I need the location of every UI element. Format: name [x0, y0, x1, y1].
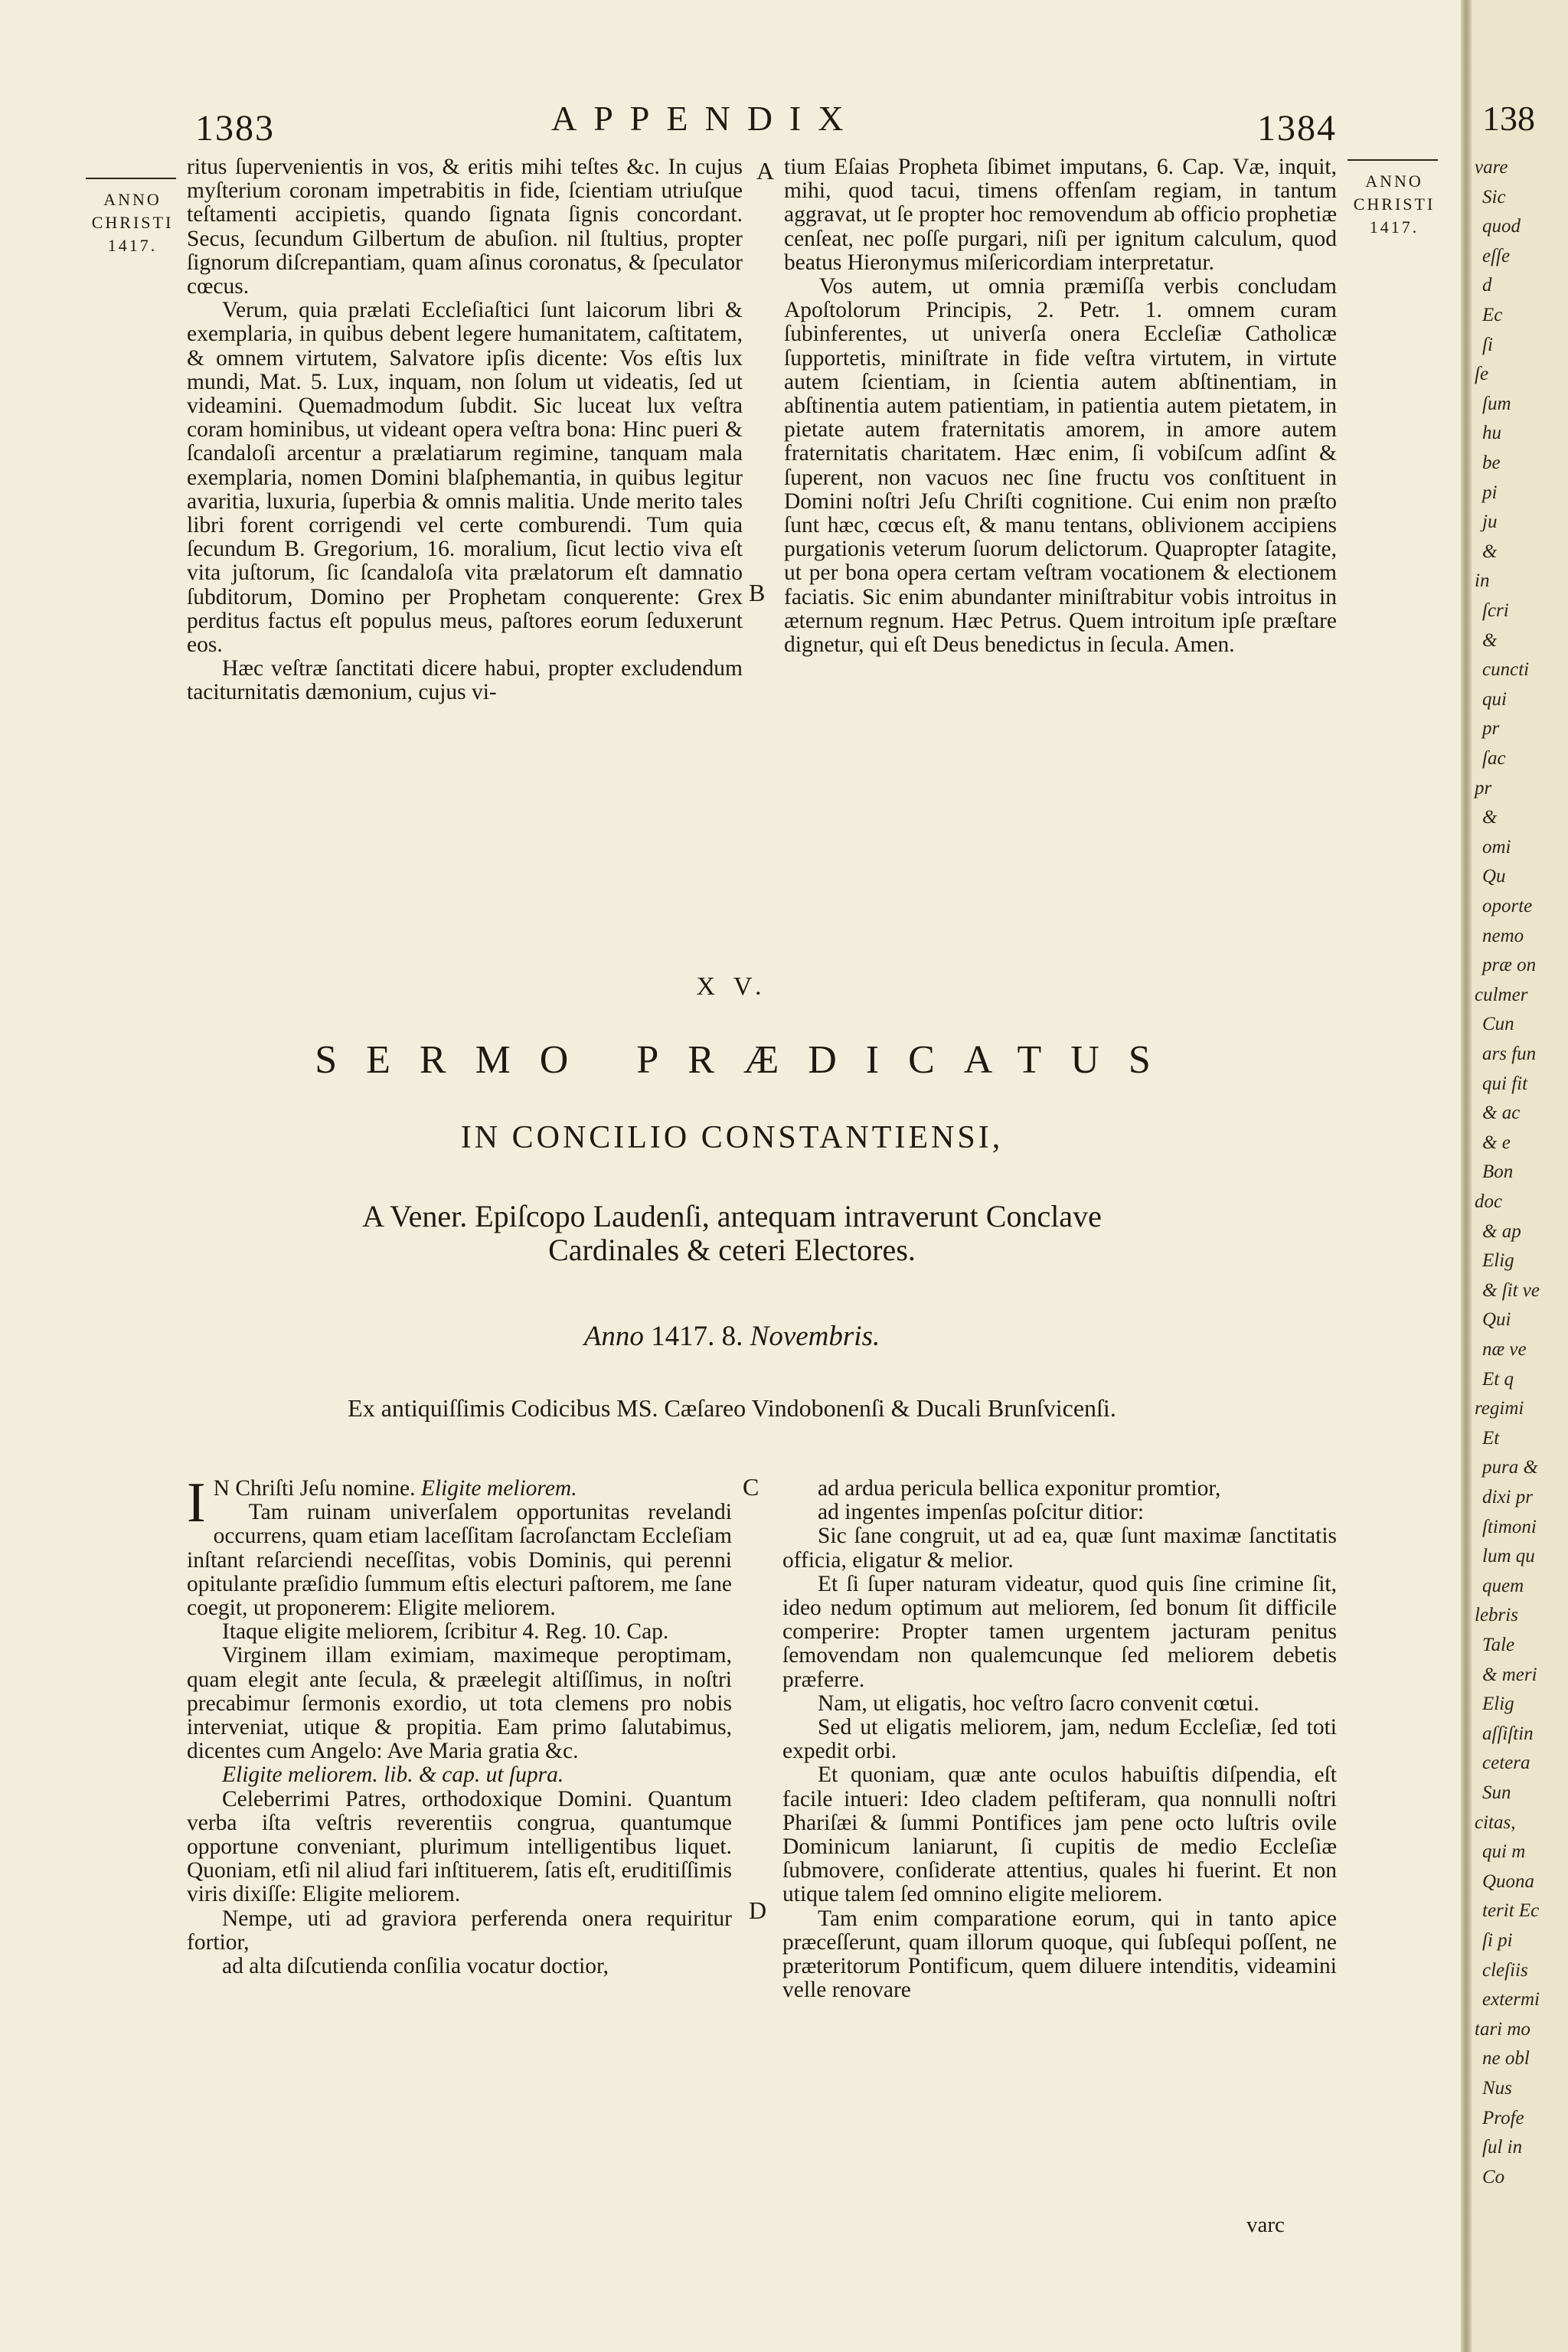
- next-page-line: qui m: [1482, 1841, 1526, 1862]
- next-page-line: Quona: [1482, 1871, 1535, 1892]
- page-number-left: 1383: [195, 108, 275, 149]
- marker-c: C: [743, 1473, 760, 1501]
- section-number: X V.: [696, 972, 768, 1001]
- side-note-right-line: CHRISTI: [1353, 194, 1436, 214]
- next-page-line: lebris: [1475, 1605, 1518, 1625]
- next-page-line: pura &: [1482, 1457, 1538, 1478]
- side-note-right-line: ANNO: [1365, 172, 1423, 191]
- next-page-line: præ on: [1482, 955, 1537, 975]
- next-page-line: ſi pi: [1482, 1930, 1513, 1951]
- next-page-line: nemo: [1482, 926, 1524, 946]
- next-page-line: pr: [1482, 718, 1500, 739]
- next-page-line: Bon: [1482, 1161, 1514, 1182]
- next-page-line: dixi pr: [1482, 1487, 1533, 1508]
- next-page-line: culmer: [1475, 985, 1528, 1005]
- next-page-line: vare: [1475, 157, 1508, 178]
- next-page-line: & ac: [1482, 1102, 1521, 1123]
- next-page-line: regimi: [1475, 1398, 1524, 1419]
- next-page-line: Elig: [1482, 1694, 1514, 1714]
- next-page-line: Et q: [1482, 1369, 1514, 1390]
- next-page-line: ſcri: [1482, 600, 1509, 621]
- next-page-line: &: [1482, 630, 1498, 651]
- next-page-line: &: [1482, 541, 1498, 562]
- next-page-line: eſſe: [1482, 246, 1511, 266]
- next-page-line: cleſiis: [1482, 1960, 1528, 1981]
- next-page-line: ne obl: [1482, 2048, 1530, 2069]
- next-page-line: & meri: [1482, 1664, 1537, 1685]
- next-page-line: qui: [1482, 689, 1507, 710]
- next-page-line: Ec: [1482, 305, 1503, 325]
- next-page-line: quem: [1482, 1576, 1524, 1596]
- next-page-line: extermi: [1482, 1989, 1540, 2010]
- next-page-line: Sic: [1482, 187, 1506, 207]
- paragraph: Nam, ut eligatis, hoc veſtro ſacro convenit cœtui.: [818, 1690, 1259, 1716]
- council-line: IN CONCILIO CONSTANTIENSI,: [460, 1120, 1004, 1155]
- preacher-line-2: Cardinales & ceteri Electores.: [548, 1233, 916, 1267]
- next-page-line: Co: [1482, 2167, 1505, 2187]
- paragraph: Vos autem, ut omnia præmiſſa verbis concludam Apoſtolorum Principis, 2. Petr. 1. omnem curam ſubinferentes, ut univerſa onera Eccleſiæ Catholicæ ſupportetis, miniſtrate in fide veſtra virtutem, in virtute autem ſcientiam, in ſcientia autem abſtinentiam, in abſtinentia autem patientiam, in patientia autem pietatem, in pietate autem fraternitatis amorem, in amore autem fraternitatis charitatem. Hæc enim, ſi vobiſcum adſint & ſuperent, non vacuos nec ſine fructu vos conſtituent in Domini noſtri Jeſu Chriſti cognitione. Cui enim non præſto ſunt hæc, cœcus eſt, & manu tentans, oblivionem accipiens purgationis veterum ſuorum delictorum. Quapropter ſatagite, ut per bona opera certam veſtram vocationem & electionem faciatis. Sic enim abundanter miniſtrabitur vobis introitus in æternum regnum. Hæc Petrus. Quem introitum ipſe præſtare dignetur, qui eſt Deus benedictus in ſecula. Amen.: [784, 274, 1337, 658]
- next-page-line: in: [1475, 570, 1490, 591]
- paragraph: Tam enim comparatione eorum, qui in tanto apice præceſſerunt, quam illorum quoque, qui ſubſequi poſſent, ne præteritorum Pontificum, quem diluere intenditis, videamini velle renovare: [782, 1906, 1337, 2003]
- paragraph: ad ardua pericula bellica exponitur promtior,: [818, 1476, 1221, 1501]
- date-month: Novembris.: [750, 1321, 880, 1352]
- marker-a: A: [756, 157, 775, 185]
- book-gutter: [1461, 0, 1472, 2352]
- next-page-line: & e: [1482, 1132, 1511, 1153]
- upper-left-column: [187, 155, 743, 705]
- next-page-line: cetera: [1482, 1753, 1530, 1773]
- drop-cap: I: [187, 1472, 206, 1534]
- paragraph: Itaque eligite meliorem, ſcribitur 4. Reg. 10. Cap.: [222, 1619, 669, 1645]
- next-page-line: & ſit ve: [1482, 1280, 1540, 1301]
- paragraph: Hæc veſtræ ſanctitati dicere habui, propter excludendum taciturnitatis dæmonium, cujus vi-: [187, 656, 743, 705]
- page-number-right: 1384: [1257, 108, 1337, 149]
- paragraph: ad alta diſcutienda conſilia vocatur doctior,: [222, 1954, 609, 1979]
- next-page-line: Profe: [1482, 2108, 1524, 2128]
- side-note-left-line: CHRISTI: [91, 213, 174, 232]
- next-page-line: Cun: [1482, 1014, 1514, 1034]
- paragraph: tium Eſaias Propheta ſibimet imputans, 6. Cap. Væ, inquit, mihi, quod tacui, timens offenſam regiam, in tantum aggravat, ut ſe propter hoc removendum ab officio prophetiæ cenſeat, nec poſſe purgari, niſi per ignitum calculum, quod beatus Hieronymus miſericordiam interpretatur.: [784, 155, 1337, 275]
- paragraph: Nempe, uti ad graviora perferenda onera requiritur fortior,: [187, 1906, 732, 1955]
- paragraph: Verum, quia prælati Eccleſiaſtici ſunt laicorum libri & exemplaria, in quibus debent legere humanitatem, caſtitatem, & omnem virtutem, Salvatore ipſis dicente: Vos eſtis lux mundi, Mat. 5. Lux, inquam, non ſolum ut videatis, ſed ut videamini. Quemadmodum ſubdit. Sic luceat lux veſtra coram hominibus, ut videant opera veſtra bona: Hinc pueri & ſcandaloſi arcentur a prælatiarum regimine, tanquam mala exemplaria, nomen Domini blaſphemantia, in quibus legitur avaritia, luxuria, ſuperbia & omnis malitia. Unde merito tales libri forent corrigendi vel certe comburendi. Tum quia ſecundum B. Gregorium, 16. moralium, ſicut lectio viva eſt vita juſtorum, ſic ſcandaloſa vita prælatorum eſt damnatio ſubditorum, Domino per Prophetam conquerente: Grex perditus factus eſt populus meus, paſtores eorum ſeduxerunt eos.: [187, 298, 743, 658]
- next-page-line: & ap: [1482, 1221, 1521, 1242]
- next-page-number: 138: [1482, 99, 1535, 138]
- side-note-left-line: 1417.: [107, 236, 158, 255]
- next-page-line: doc: [1475, 1191, 1503, 1212]
- next-page-line: pi: [1482, 482, 1498, 503]
- next-page-line: ſul in: [1482, 2137, 1523, 2158]
- running-head: APPENDIX: [551, 99, 861, 138]
- marker-d: D: [749, 1896, 767, 1924]
- next-page-line: be: [1482, 452, 1501, 473]
- paragraph: Sed ut eligatis meliorem, jam, nedum Eccleſiæ, ſed toti expedit orbi.: [782, 1715, 1337, 1764]
- next-page-line: Et: [1482, 1428, 1500, 1449]
- side-note-rule-left: [86, 178, 176, 179]
- marker-b: B: [749, 579, 766, 606]
- side-note-left-line: ANNO: [103, 190, 162, 209]
- lower-left-column: [187, 1472, 732, 1979]
- next-page-line: næ ve: [1482, 1339, 1527, 1360]
- source-line: Ex antiquiſſimis Codicibus MS. Cæſareo Vindobonenſi & Ducali Brunſvicenſi.: [348, 1394, 1116, 1422]
- next-page-fragment: [1472, 0, 1568, 2352]
- next-page-line: quod: [1482, 216, 1521, 237]
- paragraph: Eligite meliorem. lib. & cap. ut ſupra.: [222, 1762, 564, 1788]
- side-note-rule-right: [1348, 159, 1438, 161]
- next-page-line: aſſiſtin: [1482, 1723, 1534, 1744]
- next-page-line: citas,: [1475, 1812, 1516, 1833]
- next-page-line: oporte: [1482, 896, 1533, 916]
- next-page-line: Tale: [1482, 1635, 1515, 1655]
- paragraph: Et quoniam, quæ ante oculos habuiſtis diſpendia, eſt facile intueri: Ideo cladem peſtiferam, qua nonnulli noſtri Phariſæi & ſummi Pontifices jam pene octo luſtris ovile Dominicum laniarunt, ſi cupitis de medio Eccleſiæ ſubmovere, conſiderate attentius, quales hi fuerint. Et non utique talem ſed omnino eligite meliorem.: [782, 1762, 1337, 1907]
- next-page-line: Nus: [1482, 2078, 1512, 2099]
- opening-theme: Eligite meliorem.: [420, 1476, 577, 1501]
- next-page-line: ſi: [1482, 335, 1493, 355]
- opening-text: N Chriſti Jeſu nomine.: [213, 1476, 421, 1501]
- lower-right-column: [782, 1477, 1337, 2002]
- next-page-line: d: [1482, 275, 1492, 296]
- next-page-line: ars fun: [1482, 1044, 1537, 1064]
- date-anno: Anno: [583, 1321, 644, 1352]
- side-note-left: [83, 188, 182, 257]
- paragraph: ad ingentes impenſas poſcitur ditior:: [818, 1500, 1145, 1525]
- next-page-line: tari mo: [1475, 2019, 1530, 2040]
- next-page-line: pr: [1475, 778, 1492, 799]
- next-page-line: hu: [1482, 423, 1501, 443]
- side-note-right-line: 1417.: [1369, 217, 1419, 237]
- upper-right-column: [784, 155, 1337, 657]
- catchword: varc: [1246, 2213, 1285, 2237]
- preacher-line-1: A Vener. Epiſcopo Laudenſi, antequam intraverunt Conclave: [362, 1199, 1102, 1233]
- next-page-line: ſum: [1482, 394, 1511, 414]
- paragraph: Sic ſane congruit, ut ad ea, quæ ſunt maximæ ſanctitatis officia, eligatur & melior.: [782, 1524, 1337, 1573]
- paragraph: Virginem illam eximiam, maximeque peroptimam, quam elegit ante ſecula, & præelegit altiſſimus, in noſtri precabimur ſermonis exordio, ut tota clemens pro nobis interveniat, utique & propitia. Eam primo ſalutabimus, dicentes cum Angelo: Ave Maria gratia &c.: [187, 1643, 732, 1764]
- preacher-line: [0, 1200, 1464, 1267]
- next-page-line: ſtimoni: [1482, 1517, 1537, 1537]
- next-page-line: terit Ec: [1482, 1900, 1540, 1921]
- next-page-line: omi: [1482, 837, 1511, 858]
- date-line: [0, 1320, 1464, 1353]
- paragraph: Tam ruinam univerſalem opportunitas revelandi occurrens, quam etiam laceſſitam ſacroſanctam Eccleſiam inſtant reſarciendi neceſſitas, vobis Dominis, qui perenni opitulante præſidio ſummum eſtis electuri paſtorem, me ſane coegit, ut proponerem: Eligite meliorem.: [187, 1500, 732, 1621]
- next-page-line: ſe: [1475, 364, 1489, 384]
- opening-paragraph: [187, 1472, 732, 1534]
- next-page-line: qui fit: [1482, 1073, 1528, 1094]
- next-page-line: Sun: [1482, 1782, 1511, 1803]
- paragraph: Celeberrimi Patres, orthodoxique Domini. Quantum verba iſta veſtris reverentiis congrua, quantumque opportune conveniant, plurimum intelligentibus liquet. Quoniam, etſi nil aliud fari inſtituerem, ſatis eſt, eruditiſſimis viris dixiſſe: Eligite meliorem.: [187, 1786, 732, 1907]
- next-page-line: Elig: [1482, 1250, 1514, 1271]
- next-page-line: cuncti: [1482, 659, 1530, 680]
- next-page-line: lum qu: [1482, 1546, 1535, 1566]
- next-page-line: ſac: [1482, 748, 1506, 769]
- sermon-title: SERMO PRÆDICATUS: [315, 1038, 1180, 1082]
- paragraph: Et ſi ſuper naturam videatur, quod quis ſine crimine ſit, ideo nedum optimum aut meliorem, ſed bonum ſit difficile comperire: Propter tamen urgentem jacturam penitus ſemovendam non qualemcunque ſed meliorem debetis præferre.: [782, 1571, 1337, 1692]
- paragraph: ritus ſupervenientis in vos, & eritis mihi teſtes &c. In cujus myſterium coronam impetrabitis in fide, ſcientiam utriuſque teſtamenti accipietis, quando ſignata ſignis concordant. Secus, ſecundum Gilbertum de abuſion. nil ſtultius, propter ſignorum diſcrepantiam, quam aſinus coronatus, & ſpeculator cœcus.: [187, 155, 743, 299]
- next-page-line: &: [1482, 807, 1498, 828]
- next-page-line: Qu: [1482, 866, 1506, 887]
- next-page-line: ju: [1482, 511, 1498, 532]
- side-note-right: [1341, 170, 1447, 239]
- date-year: 1417. 8.: [651, 1321, 743, 1352]
- next-page-line: Qui: [1482, 1309, 1511, 1330]
